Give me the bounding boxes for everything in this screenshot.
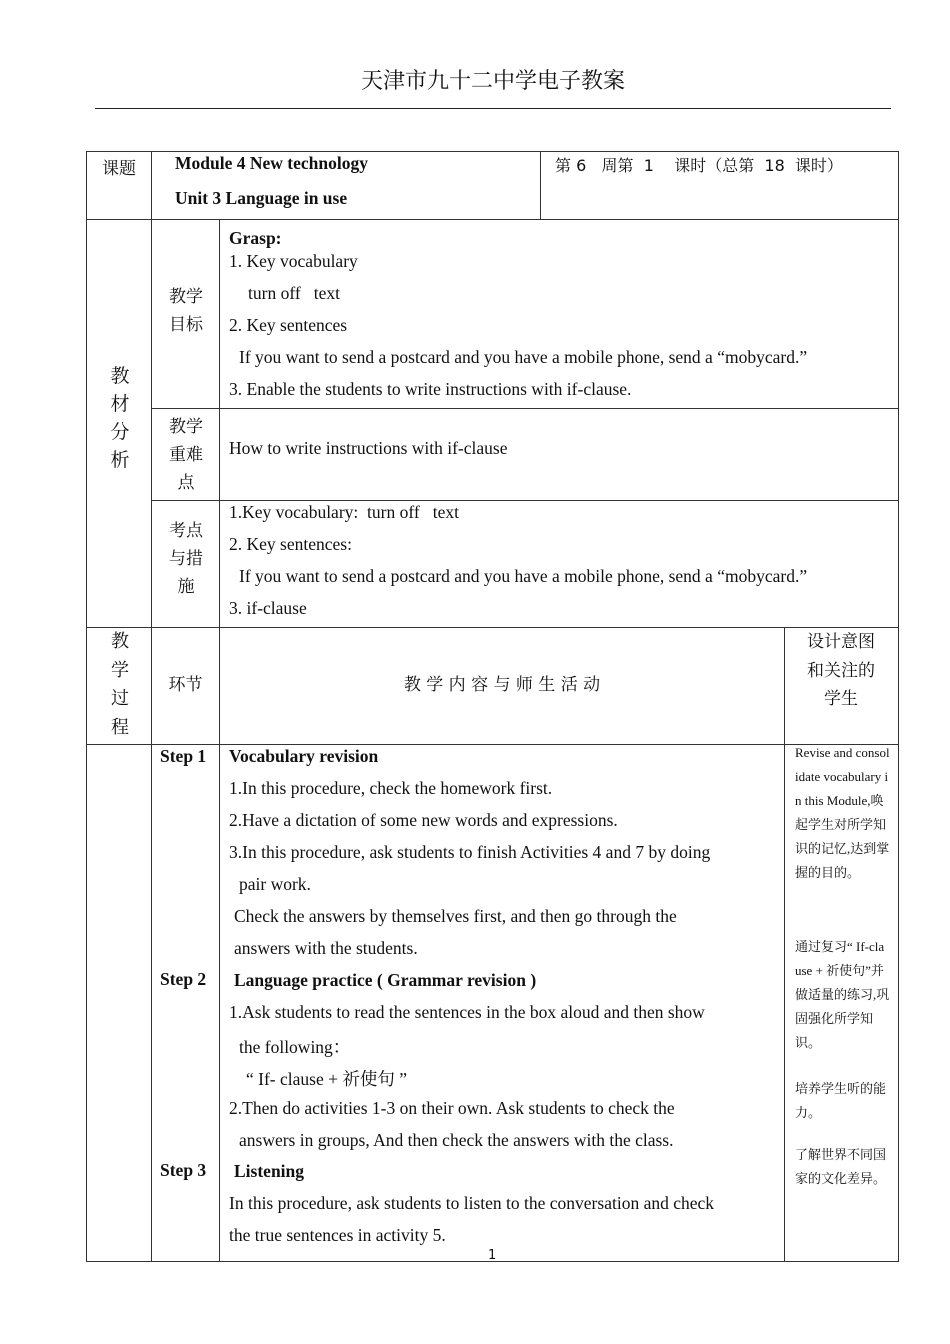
content-header-cell: [219, 627, 785, 745]
design-notes-cell: [784, 744, 899, 1262]
page-number: 1: [488, 1248, 497, 1263]
process-section-cell: [86, 627, 152, 745]
step-line: 1.In this procedure, check the homework first.: [229, 778, 553, 798]
objectives-line: If you want to send a postcard and you have a mobile phone, send a “mobycard.”: [239, 347, 808, 367]
topic-label: 课题: [102, 159, 136, 179]
unit-title: Unit 3 Language in use: [175, 188, 348, 208]
objectives-line: turn off text: [248, 283, 341, 303]
steps-cell: [151, 744, 220, 1262]
design-note: 了解世界不同国家的文化差异。: [795, 1147, 887, 1186]
design-header: 设计意图和关注的学生: [807, 632, 875, 709]
objectives-line: 2. Key sentences: [229, 315, 348, 335]
step-line: answers with the students.: [234, 938, 418, 958]
objectives-label: 教学目标: [169, 287, 203, 335]
module-title: Module 4 New technology: [175, 153, 368, 173]
content-header: 教 学 内 容 与 师 生 活 动: [403, 675, 601, 695]
step-label: Step 1: [160, 746, 207, 766]
step-title: Listening: [234, 1161, 305, 1181]
step-line: 2.Then do activities 1-3 on their own. Ask students to check the: [229, 1098, 675, 1118]
document-title: 天津市九十二中学电子教案: [360, 69, 625, 94]
design-note: Revise and consolidate vocabulary in this Module,唤起学生对所学知识的记忆,达到掌握的目的。: [795, 745, 890, 880]
header-divider: [95, 108, 891, 109]
objectives-label-cell: [151, 219, 220, 409]
step-line: the following：: [239, 1037, 351, 1057]
step-line: the true sentences in activity 5.: [229, 1225, 446, 1245]
difficulty-label: 教学重难点: [169, 417, 203, 493]
schedule-text: 第 6 周第 1 课时（总第 18 课时）: [555, 156, 843, 175]
step-title: Vocabulary revision: [229, 746, 379, 766]
step-title: Language practice ( Grammar revision ): [234, 970, 537, 990]
step-header: 环节: [168, 675, 203, 695]
difficulty-content-cell: [219, 408, 899, 501]
objectives-content-cell: [219, 219, 899, 409]
design-note: 通过复习“ If-clause + 祈使句”并做适量的练习,巩固强化所学知识。: [795, 939, 890, 1050]
exam-points-line: If you want to send a postcard and you have a mobile phone, send a “mobycard.”: [239, 566, 808, 586]
step-line: pair work.: [239, 874, 311, 894]
step-line: answers in groups, And then check the answers with the class.: [239, 1130, 674, 1150]
objectives-line: 1. Key vocabulary: [229, 251, 358, 271]
process-body-left-cell: [86, 744, 152, 1262]
topic-label-cell: [86, 151, 152, 220]
process-content-cell: [219, 744, 785, 1262]
step-line: 1.Ask students to read the sentences in the box aloud and then show: [229, 1002, 705, 1022]
step-label: Step 2: [160, 969, 207, 989]
step-header-cell: [151, 627, 220, 745]
exam-points-line: 1.Key vocabulary: turn off text: [229, 502, 460, 522]
process-section-label: 教学过程: [111, 631, 129, 738]
step-line: In this procedure, ask students to listen to the conversation and check: [229, 1193, 715, 1213]
analysis-section-cell: [86, 219, 152, 628]
step-line: 3.In this procedure, ask students to finish Activities 4 and 7 by doing: [229, 842, 711, 862]
exam-points-label-cell: [151, 500, 220, 628]
exam-points-line: 2. Key sentences:: [229, 534, 352, 554]
exam-points-line: 3. if-clause: [229, 598, 307, 618]
exam-points-content-cell: [219, 500, 899, 628]
step-label: Step 3: [160, 1160, 207, 1180]
design-note: 培养学生听的能力。: [795, 1081, 887, 1120]
step-line: “ If- clause + 祈使句 ”: [246, 1069, 407, 1089]
difficulty-text: How to write instructions with if-clause: [229, 438, 508, 458]
exam-points-label: 考点与措施: [169, 521, 203, 597]
step-line: 2.Have a dictation of some new words and expressions.: [229, 810, 618, 830]
analysis-section-label: 教材分析: [110, 365, 130, 471]
schedule-cell: [540, 151, 899, 220]
topic-content-cell: [151, 151, 541, 220]
objectives-heading: Grasp:: [229, 228, 282, 248]
step-line: Check the answers by themselves first, and then go through the: [234, 906, 677, 926]
design-header-cell: [784, 627, 899, 745]
objectives-line: 3. Enable the students to write instructions with if-clause.: [229, 379, 632, 399]
difficulty-label-cell: [151, 408, 220, 501]
